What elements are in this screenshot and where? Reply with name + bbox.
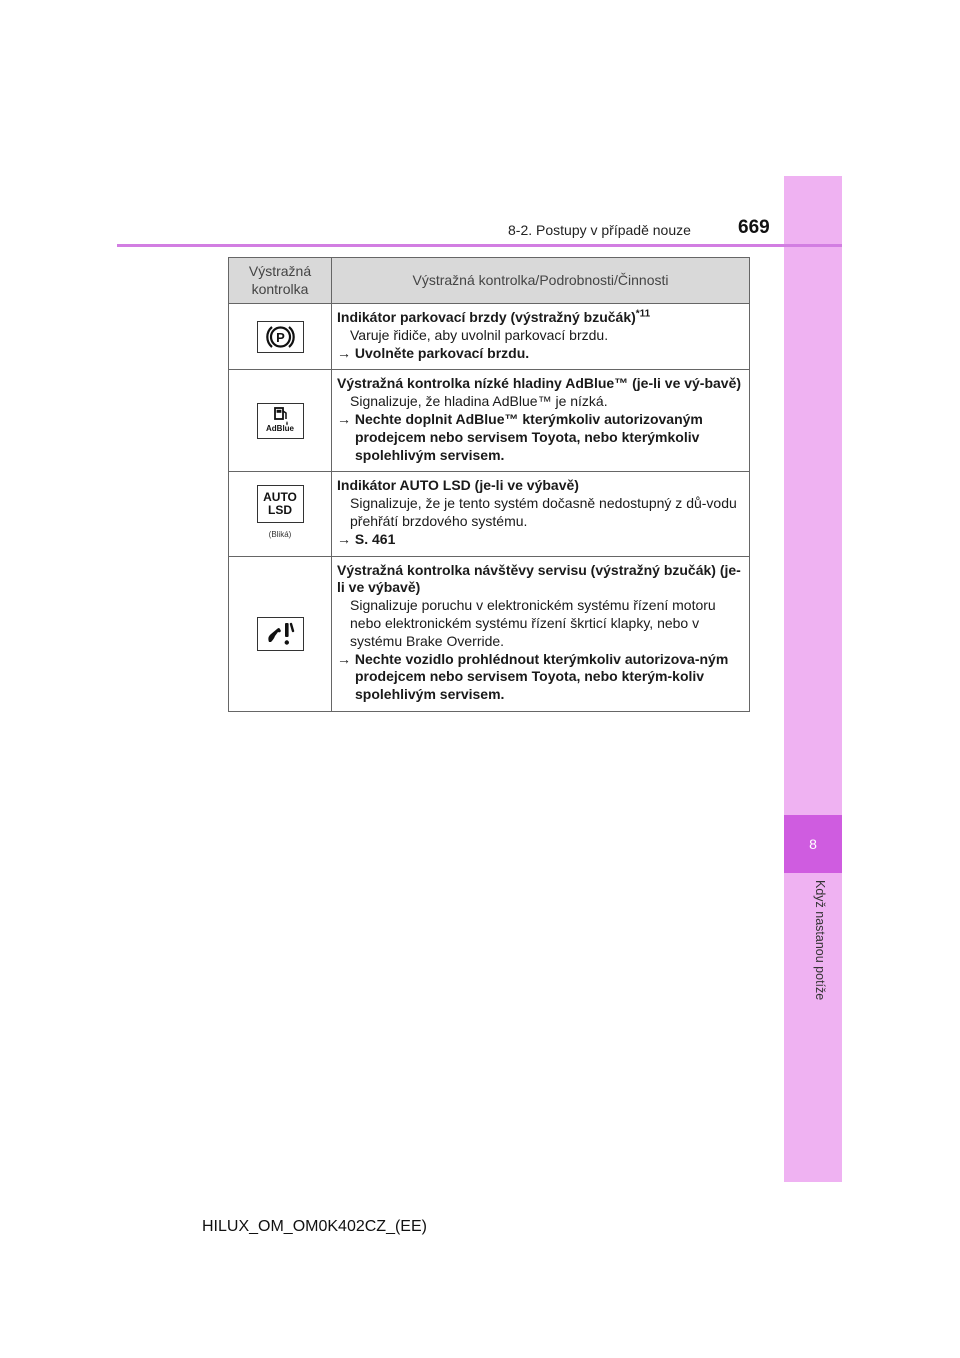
row-title: Indikátor AUTO LSD (je-li ve výbavě) (337, 477, 579, 494)
description-cell (332, 556, 750, 711)
row-title: Indikátor parkovací brzdy (výstražný bzučák)$^{*11}$ (337, 308, 651, 325)
icon-cell (229, 556, 332, 711)
chapter-number: 8 (784, 815, 842, 873)
chapter-title: Když nastanou potíže (813, 880, 827, 1001)
table-row (229, 472, 750, 556)
document-code: HILUX_OM_OM0K402CZ_(EE) (202, 1218, 427, 1235)
row-text: Signalizuje poruchu v elektronickém systému řízení motoru nebo elektronickém systému řízení škrticí klapky, nebo v systému Brake Override. (350, 597, 716, 649)
warning-lights-table (228, 257, 750, 712)
page-number: 669 (738, 217, 770, 238)
adblue-icon-label: AdBlue (266, 423, 294, 433)
description-cell (332, 370, 750, 472)
row-action: → Nechte vozidlo prohlédnout kterýmkoliv autorizova-ným prodejcem nebo servisem Toyota, nebo kterým-koliv spolehlivým servisem. (337, 650, 729, 703)
description-cell (332, 472, 750, 556)
row-title: Výstražná kontrolka nízké hladiny AdBlue™ (je-li ve vý-bavě) (337, 375, 742, 392)
section-title: 8-2. Postupy v případě nouze (508, 222, 691, 238)
parking-brake-icon (257, 321, 304, 353)
auto-lsd-line2: LSD (268, 502, 292, 517)
table-row (229, 370, 750, 472)
icon-cell (229, 304, 332, 370)
auto-lsd-icon (257, 485, 304, 523)
row-text: Signalizuje, že je tento systém dočasně nedostupný z dů-vodu přehřátí brzdového systému. (350, 495, 737, 529)
svg-text:P: P (275, 329, 285, 345)
blink-note: (Bliká) (268, 529, 292, 539)
table-header-row (229, 258, 750, 304)
table-row (229, 304, 750, 370)
row-title: Výstražná kontrolka návštěvy servisu (výstražný bzučák) (je-li ve výbavě) (337, 561, 741, 596)
icon-cell (229, 370, 332, 472)
header-divider (117, 244, 842, 247)
auto-lsd-line1: AUTO (263, 489, 297, 504)
col-icon-header: Výstražná kontrolka (229, 258, 332, 304)
row-action: → Uvolněte parkovací brzdu. (337, 344, 530, 361)
row-action: → Nechte doplnit AdBlue™ kterýmkoliv autorizovaným prodejcem nebo servisem Toyota, nebo kterýmkoliv spolehlivým servisem. (337, 410, 703, 463)
service-reminder-icon (257, 617, 304, 651)
icon-cell (229, 472, 332, 556)
row-action: → S. 461 (337, 530, 396, 547)
chapter-side-tab (784, 176, 842, 1182)
table-row (229, 556, 750, 711)
row-text: Varuje řidiče, aby uvolnil parkovací brzdu. (350, 326, 609, 343)
col-desc-header: Výstražná kontrolka/Podrobnosti/Činnosti (332, 258, 750, 304)
adblue-icon (257, 403, 304, 439)
row-text: Signalizuje, že hladina AdBlue™ je nízká. (350, 393, 608, 410)
description-cell (332, 304, 750, 370)
